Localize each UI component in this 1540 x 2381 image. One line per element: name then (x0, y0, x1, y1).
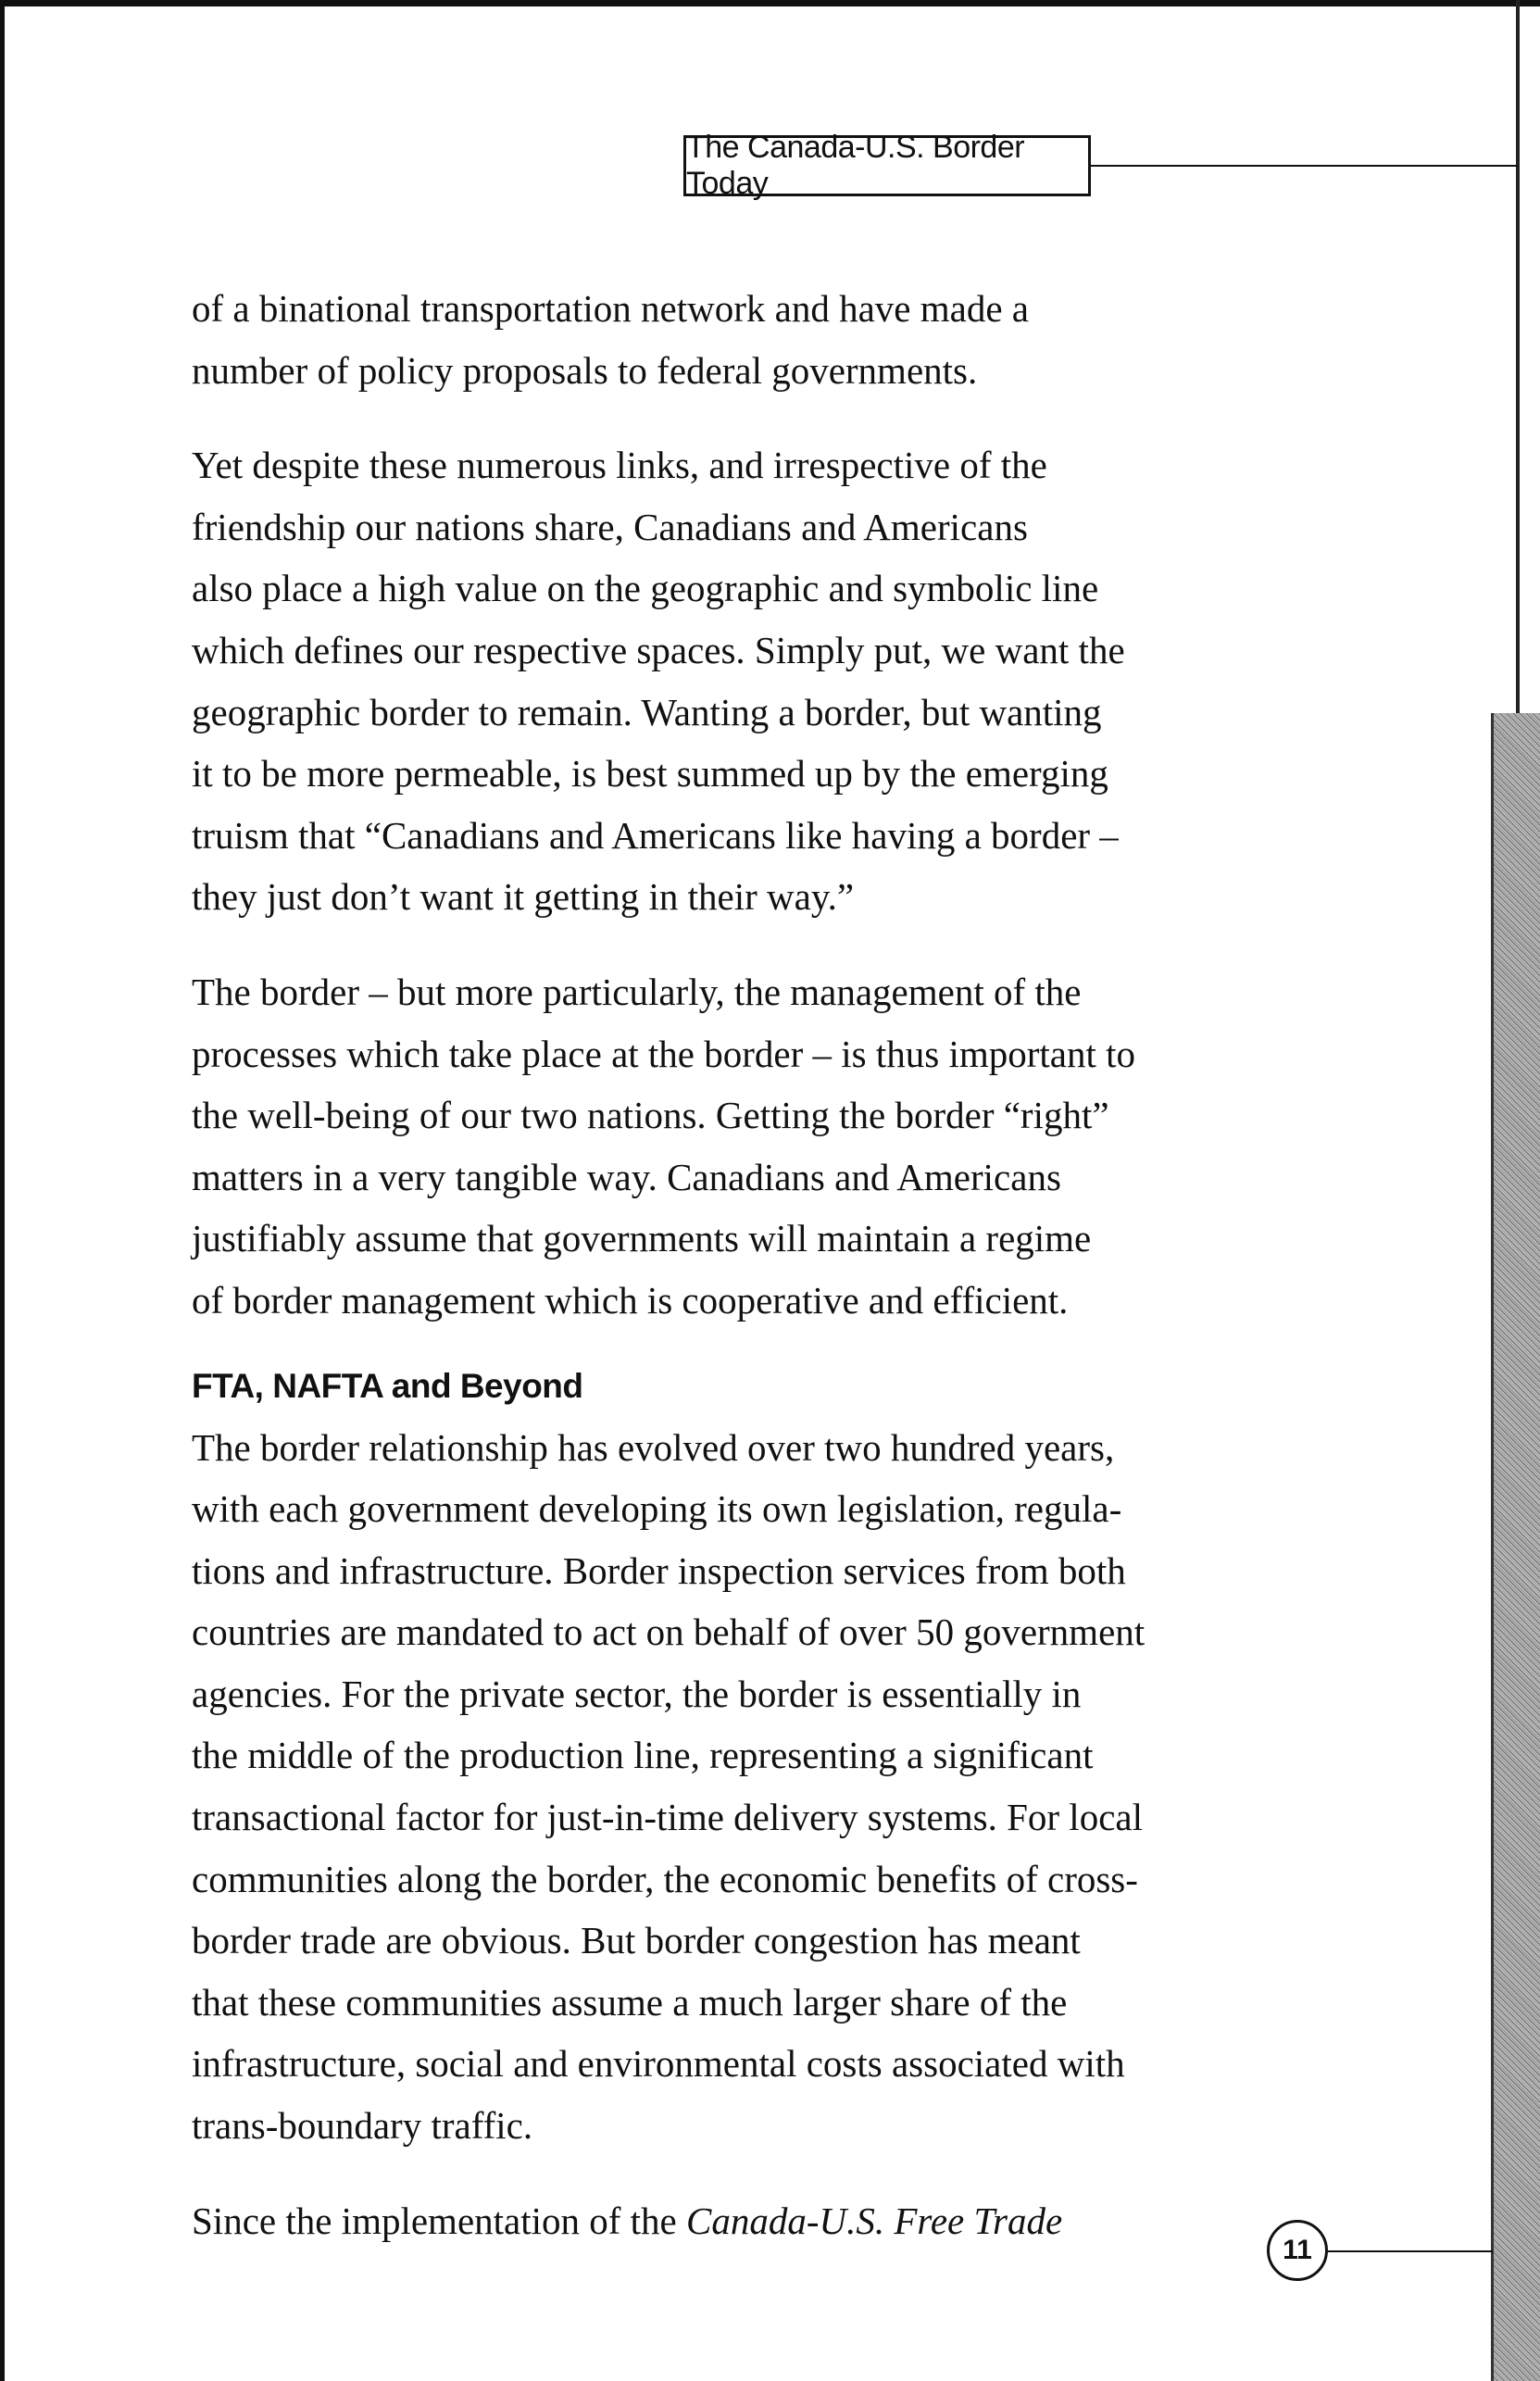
text-line: tions and infrastructure. Border inspection services from both (192, 1548, 1126, 1592)
text-line: processes which take place at the border – is thus important to (192, 1032, 1136, 1075)
text-line: The border – but more particularly, the management of the (192, 970, 1082, 1013)
text-line: infrastructure, social and environmental costs associated with (192, 2042, 1125, 2086)
text-line: of border management which is cooperative and efficient. (192, 1278, 1069, 1322)
paragraph-3 (192, 961, 1257, 1332)
text-line: number of policy proposals to federal governments. (192, 348, 978, 392)
text-line: communities along the border, the economic benefits of cross- (192, 1857, 1138, 1900)
paragraph-2 (192, 434, 1257, 928)
text-line: it to be more permeable, is best summed up by the emerging (192, 752, 1108, 796)
text-line: with each government developing its own legislation, regula- (192, 1487, 1122, 1531)
italic-title: Canada-U.S. Free Trade (686, 2199, 1063, 2242)
paragraph-5 (192, 2190, 1257, 2252)
body-text (192, 278, 1257, 2285)
paragraph-4 (192, 1417, 1257, 2157)
section-heading: FTA, NAFTA and Beyond (192, 1366, 583, 1405)
text-prefix: Since the implementation of the (192, 2199, 687, 2242)
text-line: they just don’t want it getting in their way.” (192, 875, 855, 919)
text-line: of a binational transportation network and have made a (192, 287, 1029, 330)
text-line: geographic border to remain. Wanting a border, but wanting (192, 690, 1102, 733)
folio-rule (1328, 2250, 1493, 2252)
text-line: trans-boundary traffic. (192, 2104, 533, 2148)
text-line: matters in a very tangible way. Canadians and Americans (192, 1155, 1061, 1198)
running-header: The Canada-U.S. Border Today (683, 135, 1091, 196)
text-line: also place a high value on the geographic and symbolic line (192, 567, 1099, 610)
text-line: The border relationship has evolved over two hundred years, (192, 1425, 1115, 1469)
text-line (192, 2190, 1257, 2252)
text-line: that these communities assume a much larger share of the (192, 1980, 1068, 2024)
text-line: truism that “Canadians and Americans like having a border – (192, 813, 1119, 857)
text-line: justifiably assume that governments will maintain a regime (192, 1217, 1092, 1260)
text-line: which defines our respective spaces. Simply put, we want the (192, 628, 1125, 671)
text-line: the middle of the production line, representing a significant (192, 1734, 1094, 1777)
text-line: transactional factor for just-in-time delivery systems. For local (192, 1796, 1143, 1839)
scan-border-left (0, 0, 5, 2381)
text-line: agencies. For the private sector, the border is essentially in (192, 1672, 1082, 1715)
thumb-tab-edge (1491, 713, 1540, 2381)
paragraph-1 (192, 278, 1257, 401)
text-line: Yet despite these numerous links, and irrespective of the (192, 444, 1047, 487)
text-line: countries are mandated to act on behalf of over 50 government (192, 1610, 1146, 1654)
text-line: border trade are obvious. But border congestion has meant (192, 1919, 1081, 1962)
text-line: the well-being of our two nations. Getting the border “right” (192, 1094, 1109, 1137)
text-line: friendship our nations share, Canadians and Americans (192, 505, 1028, 548)
page-number: 11 (1267, 2220, 1328, 2281)
scan-border-top (0, 0, 1540, 6)
header-rule (1091, 165, 1518, 167)
